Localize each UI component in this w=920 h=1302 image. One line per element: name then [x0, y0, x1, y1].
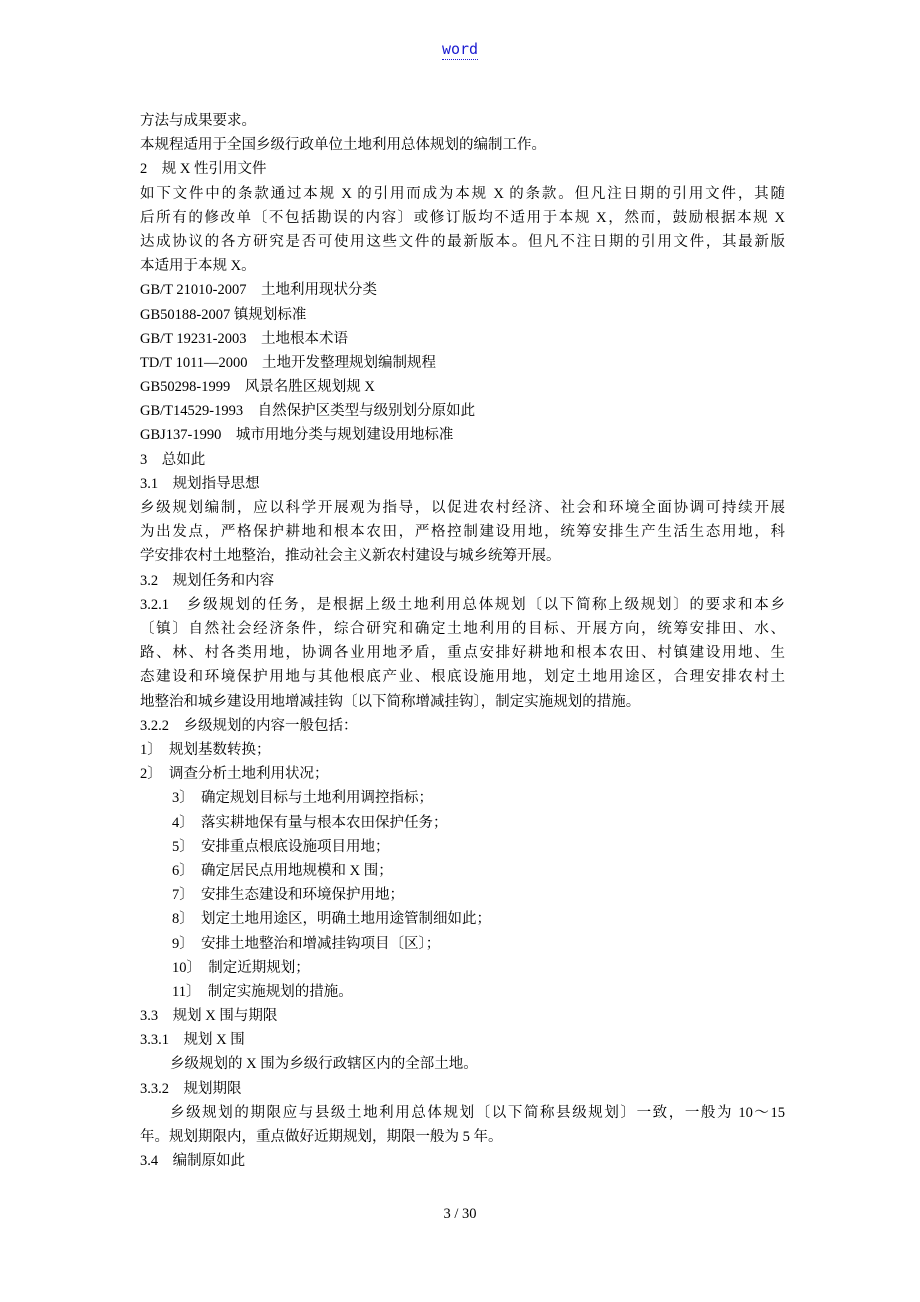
list-item: 9〕 安排土地整治和增减挂钩项目〔区〕；	[172, 935, 441, 952]
page-number: 3 / 30	[443, 1206, 477, 1222]
text-line: 本适用于本规 X。	[140, 258, 256, 275]
text-line: 态建设和环境保护用地与其他根底产业、根底设施用地，划定土地用途区，合理安排农村土	[140, 669, 785, 686]
list-item: 7〕 安排生态建设和环境保护用地；	[172, 887, 404, 904]
subsection-heading: 3.3.2 规划期限	[140, 1080, 242, 1097]
text-line: 年。规划期限内，重点做好近期规划，期限一般为 5 年。	[140, 1129, 503, 1146]
subsection-heading: 3.1 规划指导思想	[140, 475, 260, 492]
text-line: 如下文件中的条款通过本规 X 的引用而成为本规 X 的条款。但凡注日期的引用文件，其随	[140, 185, 785, 202]
text-line: 3.2.1 乡级规划的任务，是根据上级土地利用总体规划〔以下简称上级规划〕的要求和本乡	[140, 596, 785, 613]
standard-reference: GB/T14529-1993 自然保护区类型与级别划分原如此	[140, 403, 476, 420]
list-item: 1〕 规划基数转换；	[140, 742, 271, 759]
text-line: 路、林、村各类用地，协调各业用地矛盾，重点安排好耕地和根本农田、村镇建设用地、生	[140, 645, 785, 662]
text-line: 学安排农村土地整治，推动社会主义新农村建设与城乡统筹开展。	[140, 548, 561, 565]
list-item: 11〕 制定实施规划的措施。	[172, 983, 353, 1000]
text-line: 〔镇〕自然社会经济条件，综合研究和确定土地利用的目标、开展方向，统筹安排田、水、	[140, 621, 785, 638]
list-item: 10〕 制定近期规划；	[172, 959, 310, 976]
text-line: 后所有的修改单〔不包括勘误的内容〕或修订版均不适用于本规 X，然而，鼓励根据本规 X	[140, 209, 785, 226]
text-line: 本规程适用于全国乡级行政单位土地利用总体规划的编制工作。	[140, 137, 546, 154]
list-item: 4〕 落实耕地保有量与根本农田保护任务；	[172, 814, 448, 831]
standard-reference: GB50188-2007 镇规划标准	[140, 306, 307, 323]
subsection-heading: 3.3.1 规划 X 围	[140, 1032, 245, 1049]
text-line: 方法与成果要求。	[140, 113, 256, 129]
text-line: 为出发点，严格保护耕地和根本农田，严格控制建设用地，统筹安排生产生活生态用地，科	[140, 524, 785, 541]
standard-reference: TD/T 1011—2000 土地开发整理规划编制规程	[140, 354, 437, 371]
page-header	[0, 40, 920, 59]
text-line: 乡级规划的期限应与县级土地利用总体规划〔以下简称县级规划〕一致，一般为 10～15	[170, 1104, 785, 1121]
text-line: 地整治和城乡建设用地增减挂钩〔以下简称增减挂钩〕，制定实施规划的措施。	[140, 693, 641, 710]
list-item: 2〕 调查分析土地利用状况；	[140, 766, 329, 783]
text-line: 3.2.2 乡级规划的内容一般包括：	[140, 717, 358, 734]
standard-reference: GBJ137-1990 城市用地分类与规划建设用地标准	[140, 427, 454, 444]
standard-reference: GB50298-1999 风景名胜区规划规 X	[140, 379, 375, 396]
list-item: 3〕 确定规划目标与土地利用调控指标；	[172, 790, 433, 807]
standard-reference: GB/T 19231-2003 土地根本术语	[140, 330, 348, 347]
list-item: 8〕 划定土地用途区，明确土地用途管制细如此；	[172, 911, 491, 928]
header-link[interactable]: word	[441, 40, 479, 58]
text-line: 乡级规划编制，应以科学开展观为指导，以促进农村经济、社会和环境全面协调可持续开展	[140, 500, 785, 517]
subsection-heading: 3.3 规划 X 围与期限	[140, 1008, 278, 1025]
subsection-heading: 3.4 编制原如此	[140, 1153, 246, 1170]
subsection-heading: 3.2 规划任务和内容	[140, 572, 275, 589]
document-body	[140, 109, 785, 1173]
list-item: 5〕 安排重点根底设施项目用地；	[172, 838, 390, 855]
section-heading: 3 总如此	[140, 451, 206, 468]
section-heading: 2 规 X 性引用文件	[140, 161, 267, 178]
list-item: 6〕 确定居民点用地规模和 X 围；	[172, 862, 393, 879]
text-line: 达成协议的各方研究是否可使用这些文件的最新版本。但凡不注日期的引用文件，其最新版	[140, 233, 785, 250]
standard-reference: GB/T 21010-2007 土地利用现状分类	[140, 282, 377, 299]
text-line: 乡级规划的 X 围为乡级行政辖区内的全部土地。	[170, 1056, 478, 1073]
